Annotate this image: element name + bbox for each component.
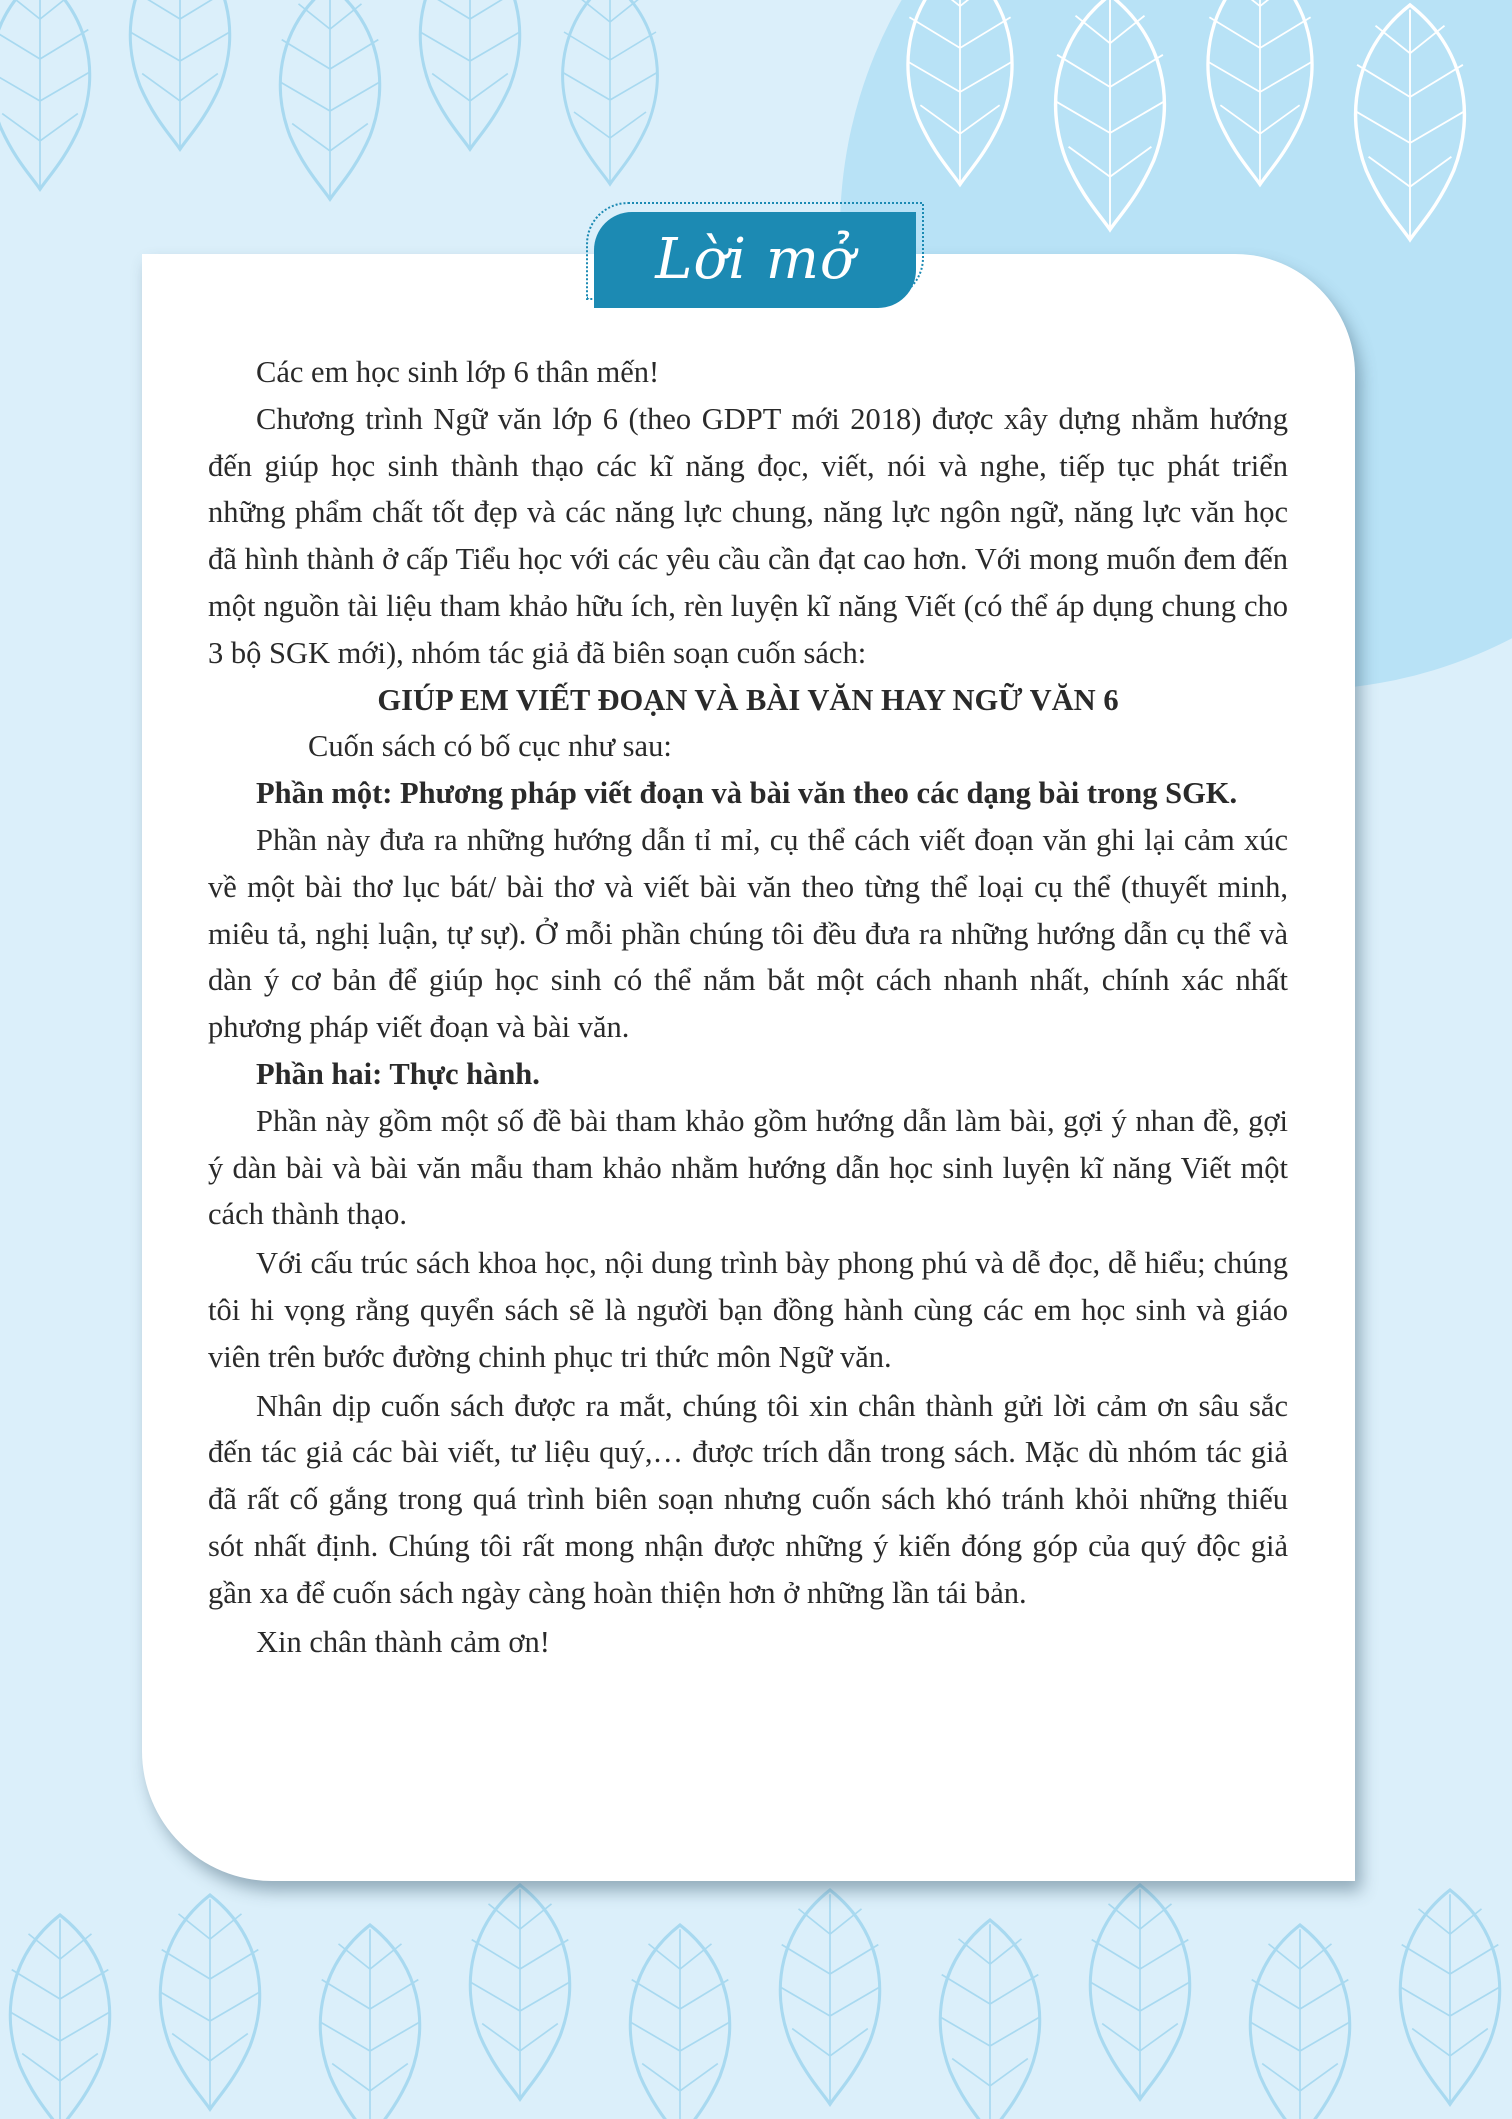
- part-one-body: Phần này đưa ra những hướng dẫn tỉ mỉ, cụ thể cách viết đoạn văn ghi lại cảm xúc về một bài thơ lục bát/ bài thơ và viết bài văn theo từng thể loại cụ thể (thuyết minh, miêu tả, nghị luận, tự sự). Ở mỗi phần chúng tôi đều đưa ra những hướng dẫn cụ thể và dàn ý cơ bản để giúp học sinh có thể nắm bắt một cách nhanh nhất, chính xác nhất phương pháp viết đoạn và bài văn.: [208, 822, 1288, 1045]
- greeting: Các em học sinh lớp 6 thân mến!: [256, 355, 660, 389]
- part-two-body: Phần này gồm một số đề bài tham khảo gồm hướng dẫn làm bài, gợi ý nhan đề, gợi ý dàn bài và bài văn mẫu tham khảo nhằm hướng dẫn học sinh luyện kĩ năng Viết một cách thành thạo.: [208, 1103, 1288, 1232]
- structure-paragraph: Với cấu trúc sách khoa học, nội dung trình bày phong phú và dễ đọc, dễ hiểu; chúng tôi hi vọng rằng quyển sách sẽ là người bạn đồng hành cùng các em học sinh và giáo viên trên bước đường chinh phục tri thức môn Ngữ văn.: [208, 1246, 1288, 1374]
- part-two-heading: Phần hai: Thực hành.: [256, 1056, 540, 1091]
- preface-body: [208, 349, 1288, 1665]
- layout-intro: Cuốn sách có bố cục như sau:: [308, 729, 672, 764]
- intro-paragraph: Chương trình Ngữ văn lớp 6 (theo GDPT mới 2018) được xây dựng nhằm hướng đến giúp học sinh thành thạo các kĩ năng đọc, viết, nói và nghe, tiếp tục phát triển những phẩm chất tốt đẹp và các năng lực chung, năng lực ngôn ngữ, năng lực văn học đã hình thành ở cấp Tiểu học với các yêu cầu cần đạt cao hơn. Với mong muốn đem đến một nguồn tài liệu tham khảo hữu ích, rèn luyện kĩ năng Viết (có thể áp dụng chung cho 3 bộ SGK mới), nhóm tác giả đã biên soạn cuốn sách:: [208, 401, 1288, 670]
- bottom-leaves: [10, 1885, 1501, 2119]
- thanks-paragraph: Nhân dịp cuốn sách được ra mắt, chúng tôi xin chân thành gửi lời cảm ơn sâu sắc đến tác giả các bài viết, tư liệu quý,… được trích dẫn trong sách. Mặc dù nhóm tác giả đã rất cố gắng trong quá trình biên soạn nhưng cuốn sách khó tránh khỏi những thiếu sót nhất định. Chúng tôi rất mong nhận được những ý kiến đóng góp của quý độc giả gần xa để cuốn sách ngày càng hoàn thiện hơn ở những lần tái bản.: [208, 1388, 1288, 1610]
- title-banner: [594, 212, 916, 388]
- closing: Xin chân thành cảm ơn!: [256, 1624, 550, 1659]
- book-title: GIÚP EM VIẾT ĐOẠN VÀ BÀI VĂN HAY NGỮ VĂN 6: [377, 682, 1119, 717]
- page-title: Lời mở đầu: [655, 227, 855, 388]
- part-one-heading: Phần một: Phương pháp viết đoạn và bài văn theo các dạng bài trong SGK.: [256, 776, 1238, 811]
